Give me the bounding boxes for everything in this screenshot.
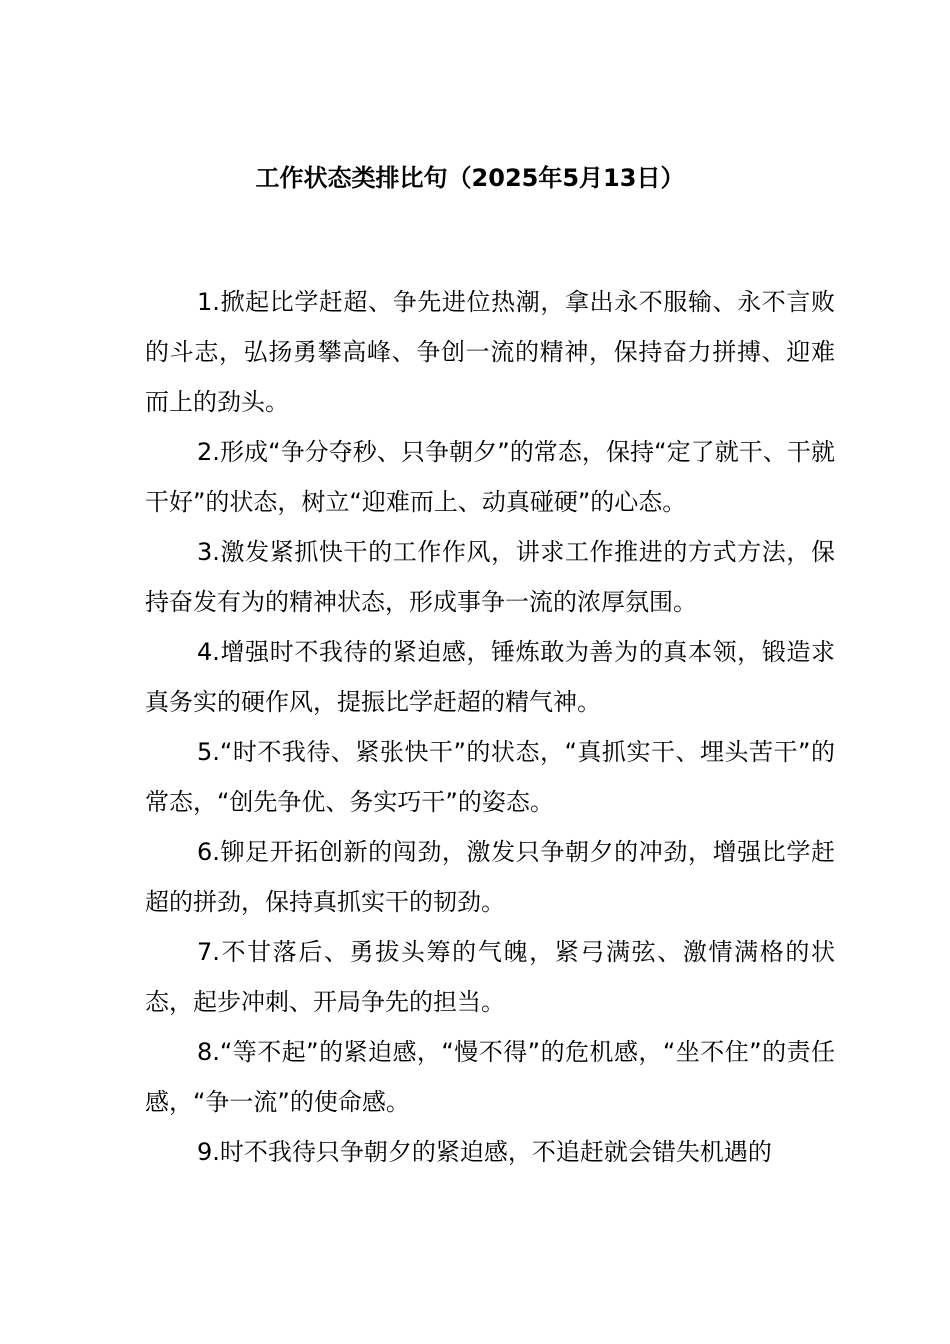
paragraph-4: 4.增强时不我待的紧迫感，锤炼敢为善为的真本领，锻造求真务实的硬作风，提振比学赶超的精气神。	[145, 638, 835, 716]
paragraph-3: 3.激发紧抓快干的工作作风，讲求工作推进的方式方法，保持奋发有为的精神状态，形成事争一流的浓厚氛围。	[145, 538, 835, 616]
document-title: 工作状态类排比句（2025年5月13日）	[255, 164, 685, 192]
paragraph-7: 7.不甘落后、勇拔头筹的气魄，紧弓满弦、激情满格的状态，起步冲刺、开局争先的担当。	[145, 938, 835, 1016]
paragraph-6: 6.铆足开拓创新的闯劲，激发只争朝夕的冲劲，增强比学赶超的拼劲，保持真抓实干的韧劲。	[145, 838, 835, 916]
document-body	[145, 277, 835, 1177]
paragraph-8: 8.“等不起”的紧迫感，“慢不得”的危机感，“坐不住”的责任感，“争一流”的使命感。	[145, 1038, 835, 1116]
paragraph-5: 5.“时不我待、紧张快干”的状态，“真抓实干、埋头苦干”的常态，“创先争优、务实巧干”的姿态。	[145, 738, 835, 816]
paragraph-2: 2.形成“争分夺秒、只争朝夕”的常态，保持“定了就干、干就干好”的状态，树立“迎难而上、动真碰硬”的心态。	[145, 438, 835, 516]
paragraph-1: 1.掀起比学赶超、争先进位热潮，拿出永不服输、永不言败的斗志，弘扬勇攀高峰、争创一流的精神，保持奋力拼搏、迎难而上的劲头。	[145, 288, 835, 416]
paragraph-9: 9.时不我待只争朝夕的紧迫感，不追赶就会错失机遇的	[197, 1138, 772, 1166]
